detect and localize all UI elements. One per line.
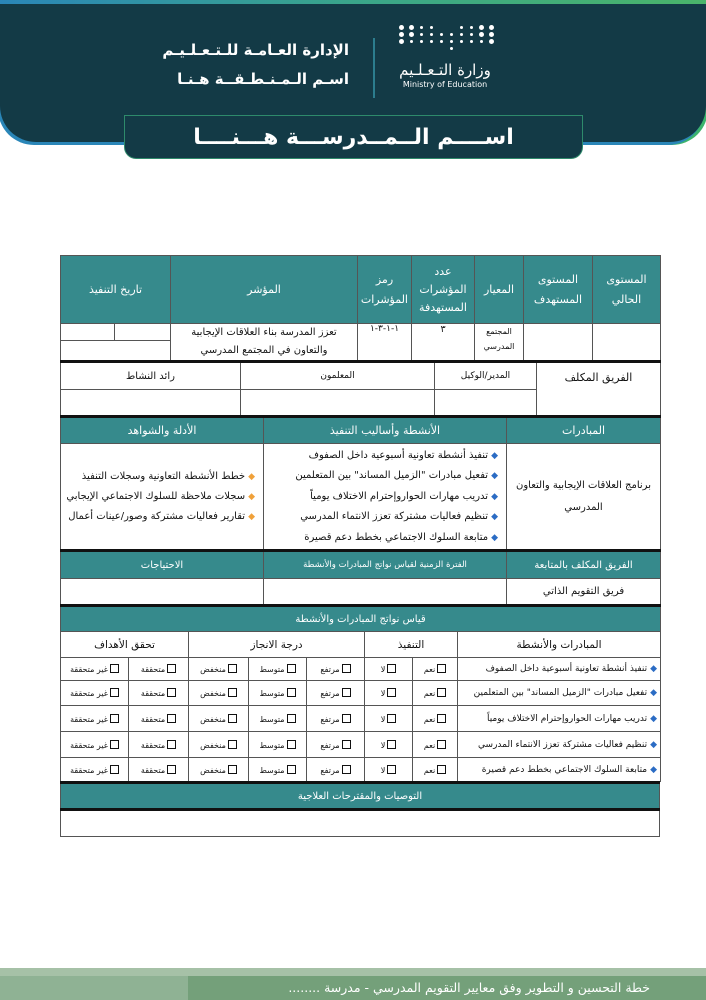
checkbox-yes[interactable]: نعم [413,681,458,706]
ministry-logo [395,22,495,100]
checkbox-not-achieved[interactable]: غير متحققة [61,732,129,758]
evidence-list [61,444,264,551]
school-name: اســــم الــمــدرســـة هـــنــــا [124,115,583,159]
recommendations-table [60,781,660,837]
checkbox-no[interactable]: لا [365,658,413,681]
principal-value[interactable] [435,390,537,416]
checkbox-no[interactable]: لا [365,681,413,706]
initiative-value: برنامج العلاقات الإيجابية والتعاون المدرسي [507,444,661,551]
header-followup-team: الفريق المكلف بالمتابعة [507,551,661,579]
initiatives-table [60,415,661,551]
checkbox-low[interactable]: منخفض [189,681,249,706]
measurement-activity: ◆ تدريب مهارات الحواروإحترام الاختلاف يومياً [458,706,661,732]
header-initiatives: المبادرات [507,417,661,444]
measurement-row [61,681,661,706]
indicator-table [60,255,661,361]
checkbox-achieved[interactable]: متحققة [129,732,189,758]
activity-item: ◆ تنفيذ أنشطة تعاونية أسبوعية داخل الصفوف [267,446,498,467]
measurement-activity: ◆ تفعيل مبادرات "الزميل المساند" بين المتعلمين [458,681,661,706]
checkbox-medium[interactable]: متوسط [249,658,307,681]
checkbox-not-achieved[interactable]: غير متحققة [61,758,129,782]
header-standard: المعيار [475,256,524,324]
header-execution-date: تاريخ التنفيذ [61,256,171,324]
header-measurement-period: الفترة الزمنية لقياس نواتج المبادرات والأنشطة [264,551,507,579]
checkbox-not-achieved[interactable]: غير متحققة [61,681,129,706]
checkbox-high[interactable]: مرتفع [307,706,365,732]
team-table [60,360,661,416]
activity-item: ◆ تدريب مهارات الحواروإحترام الاختلاف يومياً [267,487,498,508]
checkbox-no[interactable]: لا [365,706,413,732]
recommendations-value[interactable] [61,810,660,837]
header-activities-col: المبادرات والأنشطة [458,632,661,658]
checkbox-no[interactable]: لا [365,732,413,758]
activity-leader-value[interactable] [61,390,241,416]
indicator-code-value: ١-١-٣-١ [358,324,412,361]
measurement-row [61,758,661,782]
indicator-count-value: ٣ [412,324,475,361]
checkbox-medium[interactable]: متوسط [249,758,307,782]
footer-top-stripe [0,968,706,976]
department-name: الإدارة العـامـة للـتـعـلـيـم [162,41,349,59]
measurement-row [61,706,661,732]
evidence-item: ◆ سجلات ملاحظة للسلوك الاجتماعي الإيجابي [64,487,255,507]
activity-item: ◆ تفعيل مبادرات "الزميل المساند" بين المتعلمين [267,466,498,487]
header-indicator: المؤشر [171,256,358,324]
evidence-item: ◆ تقارير فعاليات مشتركة وصور/عينات أعمال [64,507,255,527]
execution-date-cell-3[interactable] [61,341,171,361]
followup-team-value: فريق التقويم الذاتي [507,579,661,605]
header-indicator-code: رمز المؤشرات [358,256,412,324]
header-execution-col: التنفيذ [365,632,458,658]
checkbox-yes[interactable]: نعم [413,706,458,732]
standard-value: المجتمع المدرسي [475,324,524,361]
checkbox-high[interactable]: مرتفع [307,681,365,706]
region-name: اسـم الـمـنـطـقــة هـنـا [177,70,349,88]
measurement-activity: ◆ تنظيم فعاليات مشتركة تعزز الانتماء المدرسي [458,732,661,758]
checkbox-achieved[interactable]: متحققة [129,758,189,782]
header-evidence: الأدلة والشواهد [61,417,264,444]
checkbox-high[interactable]: مرتفع [307,658,365,681]
checkbox-achieved[interactable]: متحققة [129,681,189,706]
checkbox-low[interactable]: منخفض [189,658,249,681]
evidence-item: ◆ خطط الأنشطة التعاونية وسجلات التنفيذ [64,467,255,487]
checkbox-high[interactable]: مرتفع [307,732,365,758]
activity-item: ◆ تنظيم فعاليات مشتركة تعزز الانتماء المدرسي [267,507,498,528]
checkbox-low[interactable]: منخفض [189,732,249,758]
checkbox-achieved[interactable]: متحققة [129,706,189,732]
checkbox-yes[interactable]: نعم [413,758,458,782]
footer-bar [0,968,706,1000]
header-activities: الأنشطة وأساليب التنفيذ [264,417,507,444]
department-block [162,36,349,94]
execution-date-cell-2[interactable] [61,324,115,341]
execution-date-cell-1[interactable] [115,324,171,341]
header-goals-col: تحقق الأهداف [61,632,189,658]
role-principal: المدير/الوكيل [435,362,537,390]
needs-value[interactable] [61,579,264,605]
checkbox-medium[interactable]: متوسط [249,732,307,758]
followup-table [60,549,661,605]
measurement-row [61,658,661,681]
measurement-row [61,732,661,758]
checkbox-medium[interactable]: متوسط [249,681,307,706]
measurement-activity: ◆ تنفيذ أنشطة تعاونية أسبوعية داخل الصفوف [458,658,661,681]
indicator-value: تعزز المدرسة بناء العلاقات الإيجابية والتعاون في المجتمع المدرسي [171,324,358,361]
checkbox-low[interactable]: منخفض [189,758,249,782]
header-target-level: المستوى المستهدف [524,256,593,324]
target-level-value[interactable] [524,324,593,361]
recommendations-title: التوصيات والمقترحات العلاجية [61,783,660,810]
logo-dots-icon [395,25,495,51]
footer-text: خطة التحسين و التطوير وفق معايير التقويم المدرسي - مدرسة ........ [288,980,650,995]
checkbox-low[interactable]: منخفض [189,706,249,732]
role-activity-leader: رائد النشاط [61,362,241,390]
header-current-level: المستوى الحالي [593,256,661,324]
checkbox-not-achieved[interactable]: غير متحققة [61,658,129,681]
assigned-team-label: الفريق المكلف [537,362,661,416]
footer-left-panel [0,976,188,1000]
checkbox-achieved[interactable]: متحققة [129,658,189,681]
checkbox-high[interactable]: مرتفع [307,758,365,782]
checkbox-yes[interactable]: نعم [413,658,458,681]
checkbox-medium[interactable]: متوسط [249,706,307,732]
checkbox-no[interactable]: لا [365,758,413,782]
header-achievement-col: درجة الانجاز [189,632,365,658]
checkbox-not-achieved[interactable]: غير متحققة [61,706,129,732]
ministry-name-en: Ministry of Education [402,80,488,89]
header-indicator-count: عدد المؤشرات المستهدفة [412,256,475,324]
current-level-value[interactable] [593,324,661,361]
measurement-table [60,604,661,782]
header-needs: الاحتياجات [61,551,264,579]
activity-item: ◆ متابعة السلوك الاجتماعي بخطط دعم قصيرة [267,528,498,549]
role-teachers: المعلمون [241,362,435,390]
measurement-activity: ◆ متابعة السلوك الاجتماعي بخطط دعم قصيرة [458,758,661,782]
measurement-period-value[interactable] [264,579,507,605]
activities-list [264,444,507,551]
teachers-value[interactable] [241,390,435,416]
ministry-name-ar: وزارة التـعـلـيم [399,61,491,79]
checkbox-yes[interactable]: نعم [413,732,458,758]
measurement-title: قياس نواتج المبادرات والأنشطة [61,606,661,632]
header-divider [373,38,375,98]
